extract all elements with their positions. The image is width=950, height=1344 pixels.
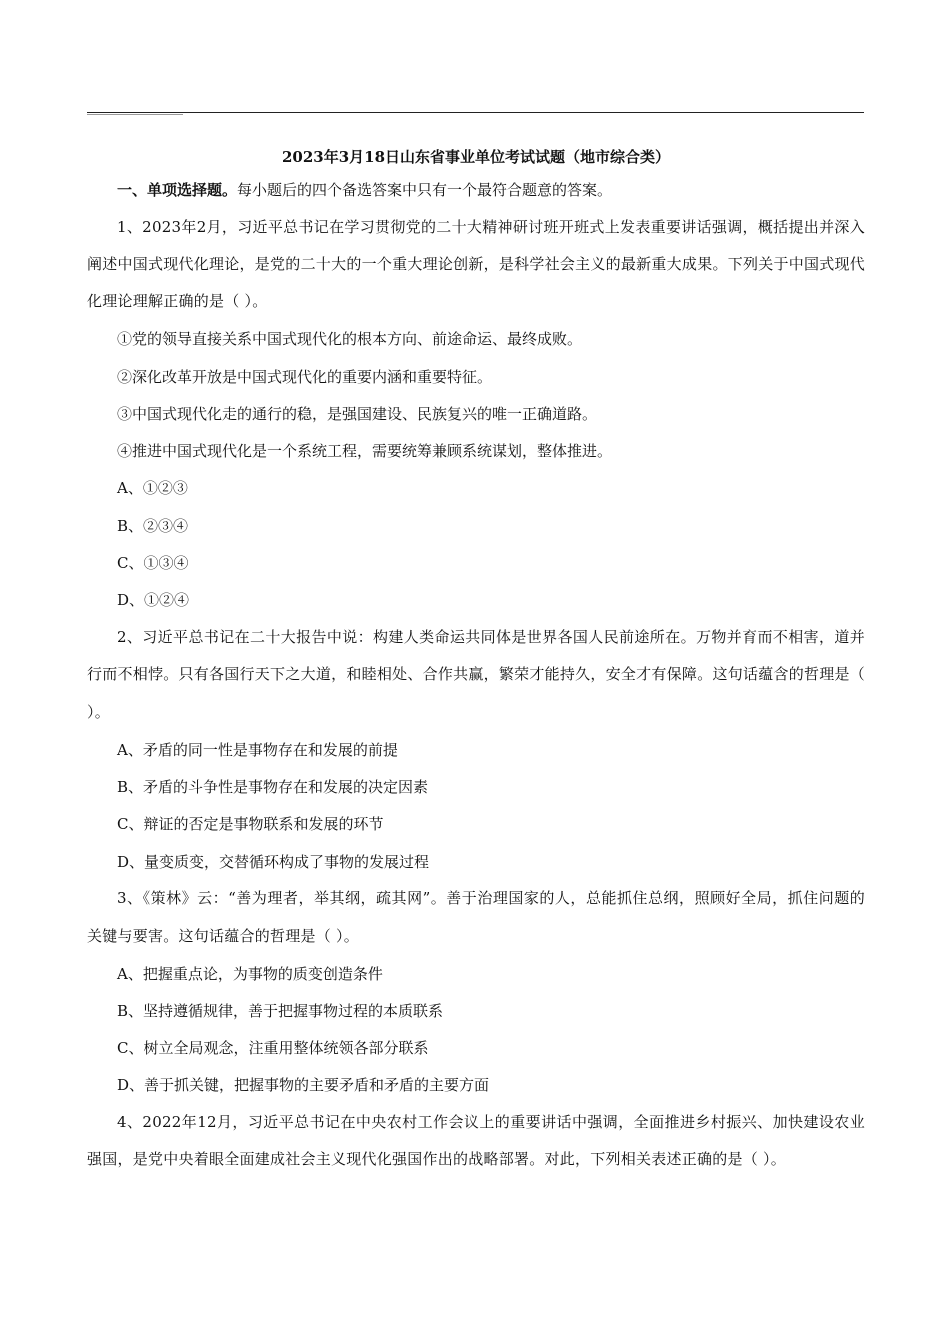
section-instruction: 每小题后的四个备选答案中只有一个最符合题意的答案。: [237, 181, 613, 199]
header-rule-accent: [87, 114, 183, 115]
answer-option: D、量变质变，交替循环构成了事物的发展过程: [117, 852, 430, 871]
answer-option: C、树立全局观念，注重用整体统领各部分联系: [117, 1039, 429, 1058]
answer-option: A、把握重点论，为事物的质变创造条件: [117, 964, 383, 983]
answer-option: B、坚持遵循规律，善于把握事物过程的本质联系: [117, 1001, 444, 1020]
page-title: 2023年3月18日山东省事业单位考试试题（地市综合类）: [281, 148, 671, 166]
answer-option: B、②③④: [117, 516, 189, 535]
document-body: [87, 146, 865, 1186]
answer-option: C、辩证的否定是事物联系和发展的环节: [117, 815, 384, 834]
question-stem: 1、2023年2月，习近平总书记在学习贯彻党的二十大精神研讨班开班式上发表重要讲话强调，概括提出并深入阐述中国式现代化理论，是党的二十大的一个重大理论创新，是科学社会主义的最新重大成果。下列关于中国式现代化理论理解正确的是（ ）。: [87, 217, 865, 311]
section-heading: [87, 179, 865, 201]
question-statement: ③中国式现代化走的通行的稳，是强国建设、民族复兴的唯一正确道路。: [117, 404, 598, 423]
question-statement: ②深化改革开放是中国式现代化的重要内涵和重要特征。: [117, 367, 493, 386]
answer-option: C、①③④: [117, 554, 189, 573]
question-stem: 3、《策林》云：“善为理者，举其纲，疏其网”。善于治理国家的人，总能抓住总纲，照顾好全局，抓住问题的关键与要害。这句话蕴合的哲理是（ ）。: [87, 889, 865, 945]
answer-option: D、善于抓关键，把握事物的主要矛盾和矛盾的主要方面: [117, 1076, 490, 1095]
question-stem: 2、习近平总书记在二十大报告中说：构建人类命运共同体是世界各国人民前途所在。万物并育而不相害，道并行而不相悖。只有各国行天下之大道，和睦相处、合作共赢，繁荣才能持久，安全才有保障。这句话蕴含的哲理是（ ）。: [87, 628, 865, 721]
section-heading-label: 一、单项选择题。: [117, 181, 238, 199]
answer-option: A、①②③: [117, 479, 188, 498]
question-statement: ④推进中国式现代化是一个系统工程，需要统筹兼顾系统谋划，整体推进。: [117, 442, 613, 461]
header-rule: [87, 112, 864, 113]
answer-option: A、矛盾的同一性是事物存在和发展的前提: [117, 740, 398, 759]
question-stem: 4、2022年12月，习近平总书记在中央农村工作会议上的重要讲话中强调，全面推进乡村振兴、加快建设农业强国，是党中央着眼全面建成社会主义现代化强国作出的战略部署。对此，下列相关表述正确的是（ ）。: [87, 1113, 865, 1169]
answer-option: D、①②④: [117, 591, 190, 610]
question-statement: ①党的领导直接关系中国式现代化的根本方向、前途命运、最终成败。: [117, 330, 583, 349]
answer-option: B、矛盾的斗争性是事物存在和发展的决定因素: [117, 777, 429, 796]
